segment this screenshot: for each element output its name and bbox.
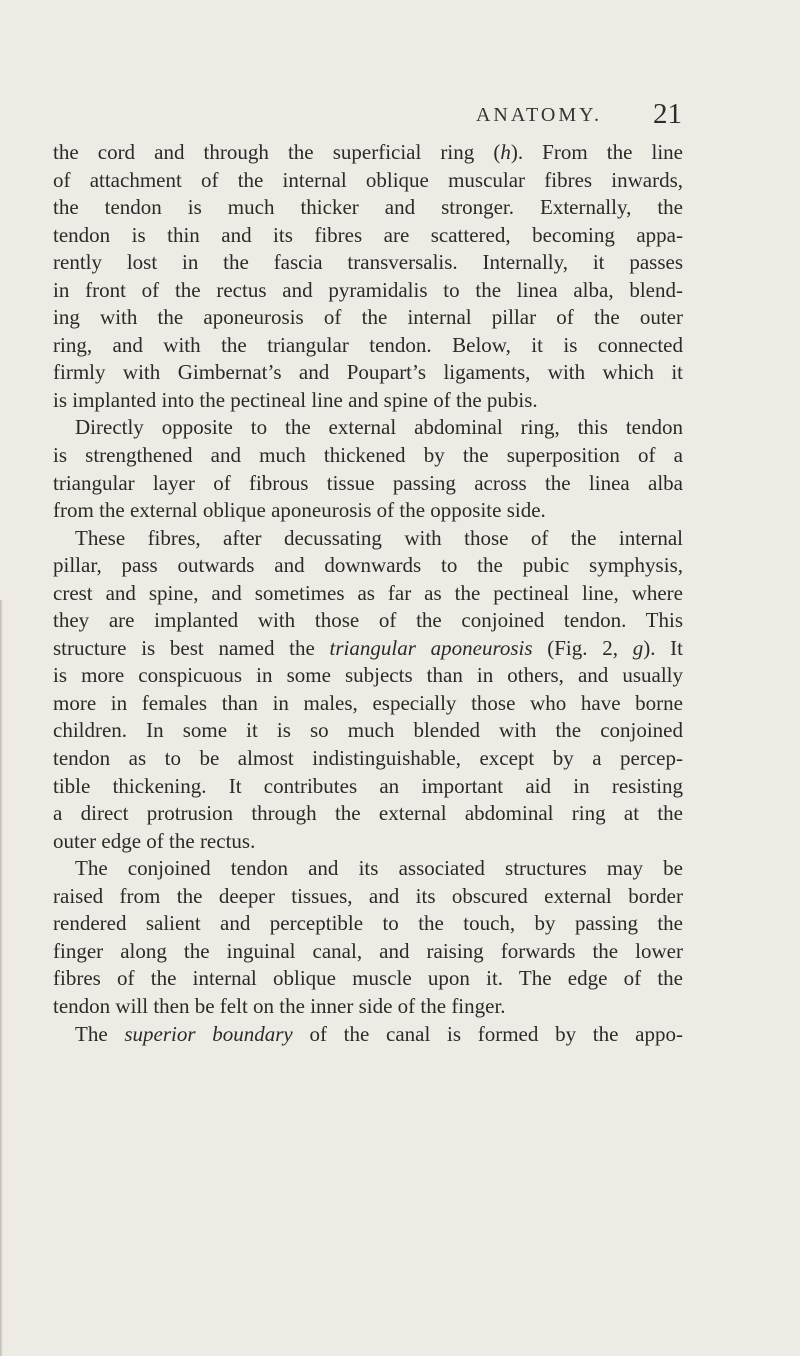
text-line [53, 470, 683, 498]
italic-text: g [632, 635, 644, 660]
text-segment: raised from the deeper tissues, and its obscured external border [53, 883, 683, 908]
text-line [53, 222, 683, 250]
text-segment: ring, and with the triangular tendon. Below, it is connected [53, 332, 683, 357]
running-title: ANATOMY. [475, 104, 602, 126]
text-line [53, 910, 683, 938]
text-line [53, 359, 683, 387]
text-segment: from the external oblique aponeurosis of the opposite side. [53, 498, 546, 523]
text-segment: is implanted into the pectineal line and spine of the pubis. [53, 387, 538, 412]
text-line [53, 387, 683, 415]
text-segment: more in females than in males, especially those who have borne [53, 690, 683, 715]
text-line [53, 883, 683, 911]
text-line [53, 249, 683, 277]
text-line [53, 1021, 683, 1049]
text-line [53, 717, 683, 745]
text-line [53, 194, 683, 222]
text-segment: a direct protrusion through the external abdominal ring at the [53, 801, 683, 826]
italic-text: superior boundary [124, 1021, 293, 1046]
text-segment: rently lost in the fascia transversalis. Internally, it passes [53, 250, 683, 275]
text-line [53, 497, 683, 525]
text-segment: finger along the inguinal canal, and raising forwards the lower [53, 938, 683, 963]
page-binding-shadow [0, 600, 3, 1356]
text-segment: is strengthened and much thickened by the superposition of a [53, 443, 683, 468]
text-segment: triangular layer of fibrous tissue passing across the linea alba [53, 470, 683, 495]
text-segment: tible thickening. It contributes an important aid in resisting [53, 773, 683, 798]
text-line [53, 745, 683, 773]
text-line [53, 938, 683, 966]
text-segment: tendon is thin and its fibres are scattered, becoming appa- [53, 222, 683, 247]
text-segment: of attachment of the internal oblique muscular fibres inwards, [53, 167, 683, 192]
text-line [53, 525, 683, 553]
text-line [53, 993, 683, 1021]
text-segment: tendon will then be felt on the inner side of the finger. [53, 993, 506, 1018]
text-segment: in front of the rectus and pyramidalis to the linea alba, blend- [53, 277, 683, 302]
text-line [53, 690, 683, 718]
text-segment: structure is best named the [53, 635, 330, 660]
text-segment: firmly with Gimbernat’s and Poupart’s ligaments, with which it [53, 360, 683, 385]
text-segment: they are implanted with those of the conjoined tendon. This [53, 608, 683, 633]
text-segment: the cord and through the superficial ring ( [53, 140, 501, 164]
text-line [53, 332, 683, 360]
text-segment: ). It [643, 635, 683, 660]
body-text [53, 139, 683, 1048]
text-segment: the tendon is much thicker and stronger. Externally, the [53, 195, 683, 220]
italic-text: h [500, 140, 511, 164]
text-line [53, 277, 683, 305]
text-line [53, 828, 683, 856]
text-line [53, 607, 683, 635]
italic-text: triangular aponeurosis [329, 635, 533, 660]
text-segment: The [75, 1021, 125, 1046]
text-line [53, 580, 683, 608]
text-segment: rendered salient and perceptible to the touch, by passing the [53, 911, 683, 936]
text-segment: pillar, pass outwards and downwards to the pubic symphysis, [53, 553, 683, 578]
page-number: 21 [653, 98, 682, 130]
text-segment: of the canal is formed by the appo- [292, 1021, 683, 1046]
text-line [53, 662, 683, 690]
text-line [53, 635, 683, 663]
text-segment: is more conspicuous in some subjects than in others, and usually [53, 663, 683, 688]
text-segment: crest and spine, and sometimes as far as the pectineal line, where [53, 580, 683, 605]
page-header [0, 98, 682, 140]
text-segment: fibres of the internal oblique muscle upon it. The edge of the [53, 966, 683, 991]
text-segment: children. In some it is so much blended with the conjoined [53, 718, 683, 743]
text-segment: ing with the aponeurosis of the internal pillar of the outer [53, 305, 683, 330]
text-segment: Directly opposite to the external abdominal ring, this tendon [75, 415, 683, 440]
text-line [53, 965, 683, 993]
text-segment: These fibres, after decussating with those of the internal [75, 525, 683, 550]
text-line [53, 855, 683, 883]
text-line [53, 167, 683, 195]
text-segment: (Fig. 2, [532, 635, 633, 660]
text-line [53, 414, 683, 442]
text-line [53, 552, 683, 580]
text-segment: outer edge of the rectus. [53, 828, 256, 853]
text-line [53, 800, 683, 828]
text-segment: The conjoined tendon and its associated structures may be [75, 856, 683, 881]
text-line [53, 442, 683, 470]
text-segment: tendon as to be almost indistinguishable, except by a percep- [53, 746, 683, 771]
text-line [53, 304, 683, 332]
text-line [53, 773, 683, 801]
text-segment: ). From the line [510, 140, 684, 164]
text-line [53, 139, 683, 167]
